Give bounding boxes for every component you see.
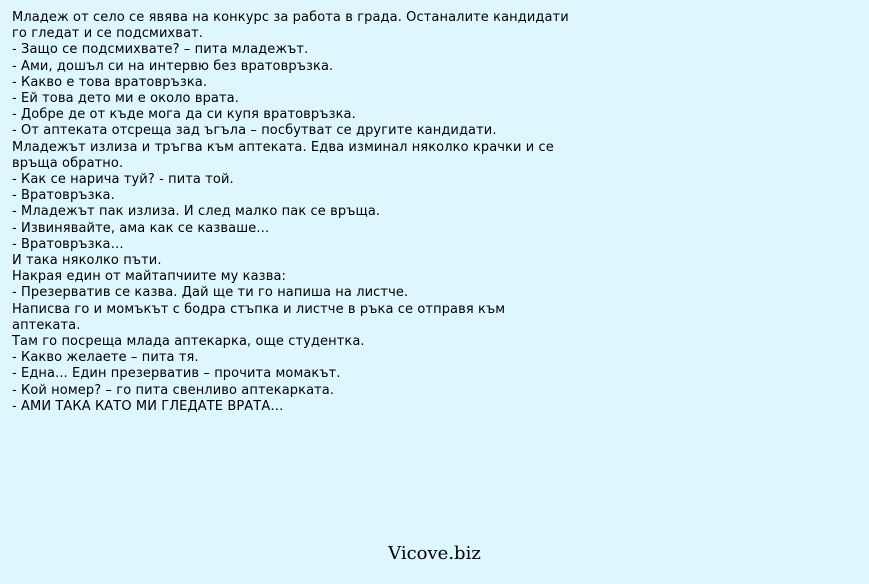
- joke-line: - Вратовръзка.: [12, 188, 115, 204]
- joke-line: - Презерватив се казва. Дай ще ти го напиша на листче.: [12, 285, 409, 301]
- joke-line: Младежът излиза и тръгва към аптеката. Едва изминал няколко крачки и се връща обратно.: [12, 139, 554, 171]
- joke-line: - АМИ ТАКА КАТО МИ ГЛЕДАТЕ ВРАТА…: [12, 398, 284, 414]
- joke-line: И така няколко пъти.: [12, 253, 162, 269]
- joke-line: - От аптеката отсреща зад ъгъла – посбутват се другите кандидати.: [12, 123, 497, 139]
- joke-line: - Ами, дошъл си на интервю без вратовръзка.: [12, 58, 334, 74]
- joke-line: - Извинявайте, ама как се казваше…: [12, 220, 270, 236]
- joke-line: Там го посреща млада аптекарка, още студентка.: [12, 334, 365, 350]
- joke-line: - Младежът пак излиза. И след малко пак се връща.: [12, 204, 381, 220]
- joke-line: - Как се нарича туй? - пита той.: [12, 172, 234, 188]
- joke-line: - Една... Един презерватив – прочита момакът.: [12, 366, 341, 382]
- joke-line: - Вратовръзка…: [12, 236, 124, 252]
- joke-line: Написва го и момъкът с бодра стъпка и листче в ръка се отправя към аптеката.: [12, 301, 506, 333]
- joke-line: Младеж от село се явява на конкурс за работа в града. Останалите кандидати го гледат и се подсмихват.: [12, 10, 569, 42]
- joke-line: - Ей това дето ми е около врата.: [12, 91, 239, 107]
- joke-line: - Какво желаете – пита тя.: [12, 350, 199, 366]
- site-watermark: Vicove.biz: [388, 543, 481, 564]
- joke-text: [12, 10, 572, 415]
- joke-line: - Добре де от къде мога да си купя вратовръзка.: [12, 107, 356, 123]
- joke-line: Накрая един от майтапчиите му казва:: [12, 269, 287, 285]
- joke-line: - Кой номер? – го пита свенливо аптекарката.: [12, 382, 335, 398]
- joke-line: - Какво е това вратовръзка.: [12, 74, 208, 90]
- joke-line: - Защо се подсмихвате? – пита младежът.: [12, 42, 309, 58]
